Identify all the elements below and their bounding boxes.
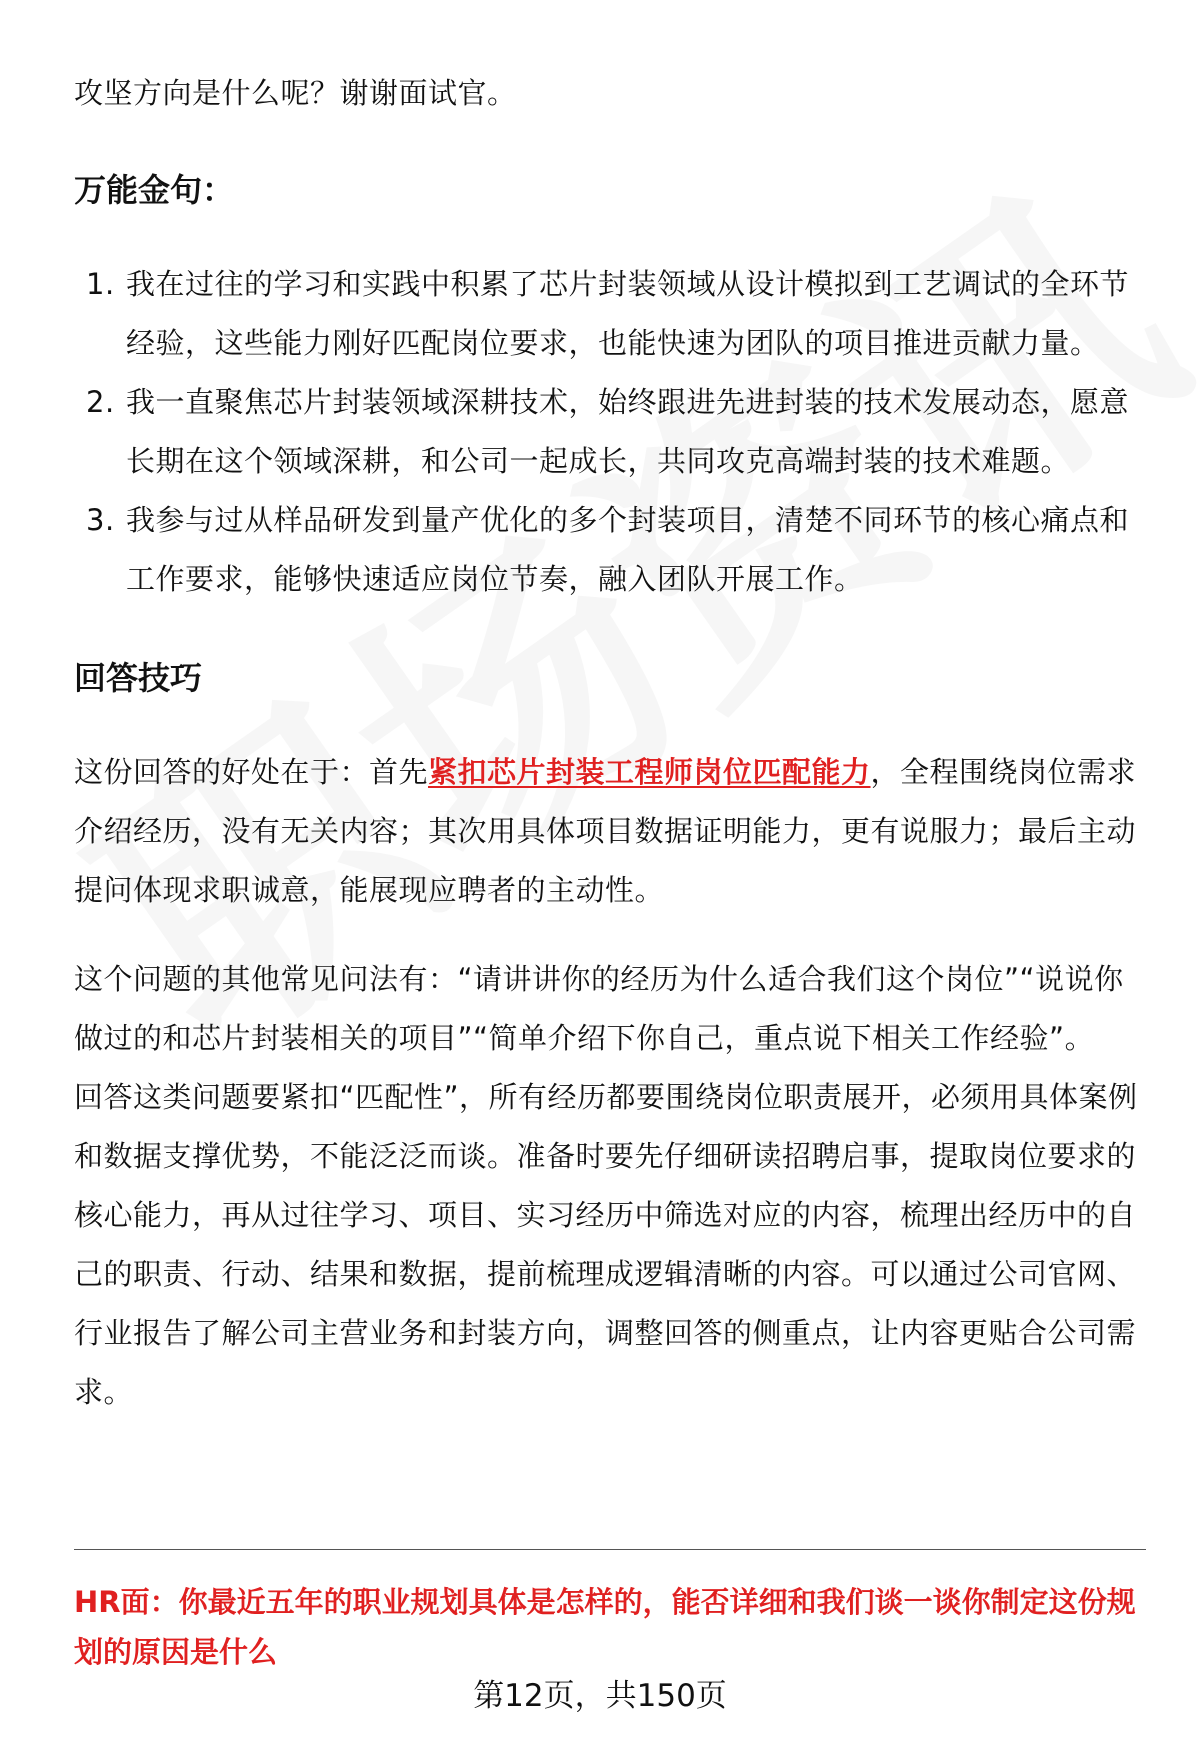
tips-p1-before: 这份回答的好处在于：首先 (74, 755, 429, 789)
list-item-text: 我在过往的学习和实践中积累了芯片封装领域从设计模拟到工艺调试的全环节经验，这些能力刚好匹配岗位要求，也能快速为团队的项目推进贡献力量。 (126, 267, 1130, 360)
golden-sentences-heading: 万能金句： (74, 171, 235, 209)
page-number: 第12页，共150页 (473, 1678, 727, 1714)
list-item-number: 1. (86, 267, 115, 301)
list-item (74, 373, 1146, 491)
tips-p1-after: ，全程围绕岗位需求介绍经历，没有无关内容；其次用具体项目数据证明能力，更有说服力；最后主动提问体现求职诚意，能展现应聘者的主动性。 (74, 755, 1137, 907)
golden-sentences-list (74, 255, 1146, 609)
answer-tips-heading: 回答技巧 (74, 659, 203, 697)
tips-paragraph-3: 回答这类问题要紧扣“匹配性”，所有经历都要围绕岗位职责展开，必须用具体案例和数据支撑优势，不能泛泛而谈。准备时要先仔细研读招聘启事，提取岗位要求的核心能力，再从过往学习、项目、实习经历中筛选对应的内容，梳理出经历中的自己的职责、行动、结果和数据，提前梳理成逻辑清晰的内容。可以通过公司官网、行业报告了解公司主营业务和封装方向，调整回答的侧重点，让内容更贴合公司需求。 (74, 1080, 1138, 1409)
list-item (74, 255, 1146, 373)
tips-p1-highlight: 紧扣芯片封装工程师岗位匹配能力 (428, 755, 871, 789)
section-divider (74, 1549, 1146, 1550)
tips-paragraph-1 (74, 743, 1146, 920)
list-item-number: 3. (86, 503, 115, 537)
intro-tail-text: 攻坚方向是什么呢？谢谢面试官。 (74, 76, 517, 110)
tips-paragraph-2: 这个问题的其他常见问法有：“请讲讲你的经历为什么适合我们这个岗位”“说说你做过的和芯片封装相关的项目”“简单介绍下你自己，重点说下相关工作经验”。 (74, 962, 1124, 1055)
hr-question-heading: HR面：你最近五年的职业规划具体是怎样的，能否详细和我们谈一谈你制定这份规划的原因是什么 (74, 1585, 1136, 1669)
list-item-text: 我参与过从样品研发到量产优化的多个封装项目，清楚不同环节的核心痛点和工作要求，能够快速适应岗位节奏，融入团队开展工作。 (126, 503, 1130, 596)
document-body (74, 64, 1146, 1422)
list-item-number: 2. (86, 385, 115, 419)
list-item-text: 我一直聚焦芯片封装领域深耕技术，始终跟进先进封装的技术发展动态，愿意长期在这个领域深耕，和公司一起成长，共同攻克高端封装的技术难题。 (126, 385, 1130, 478)
list-item (74, 491, 1146, 609)
